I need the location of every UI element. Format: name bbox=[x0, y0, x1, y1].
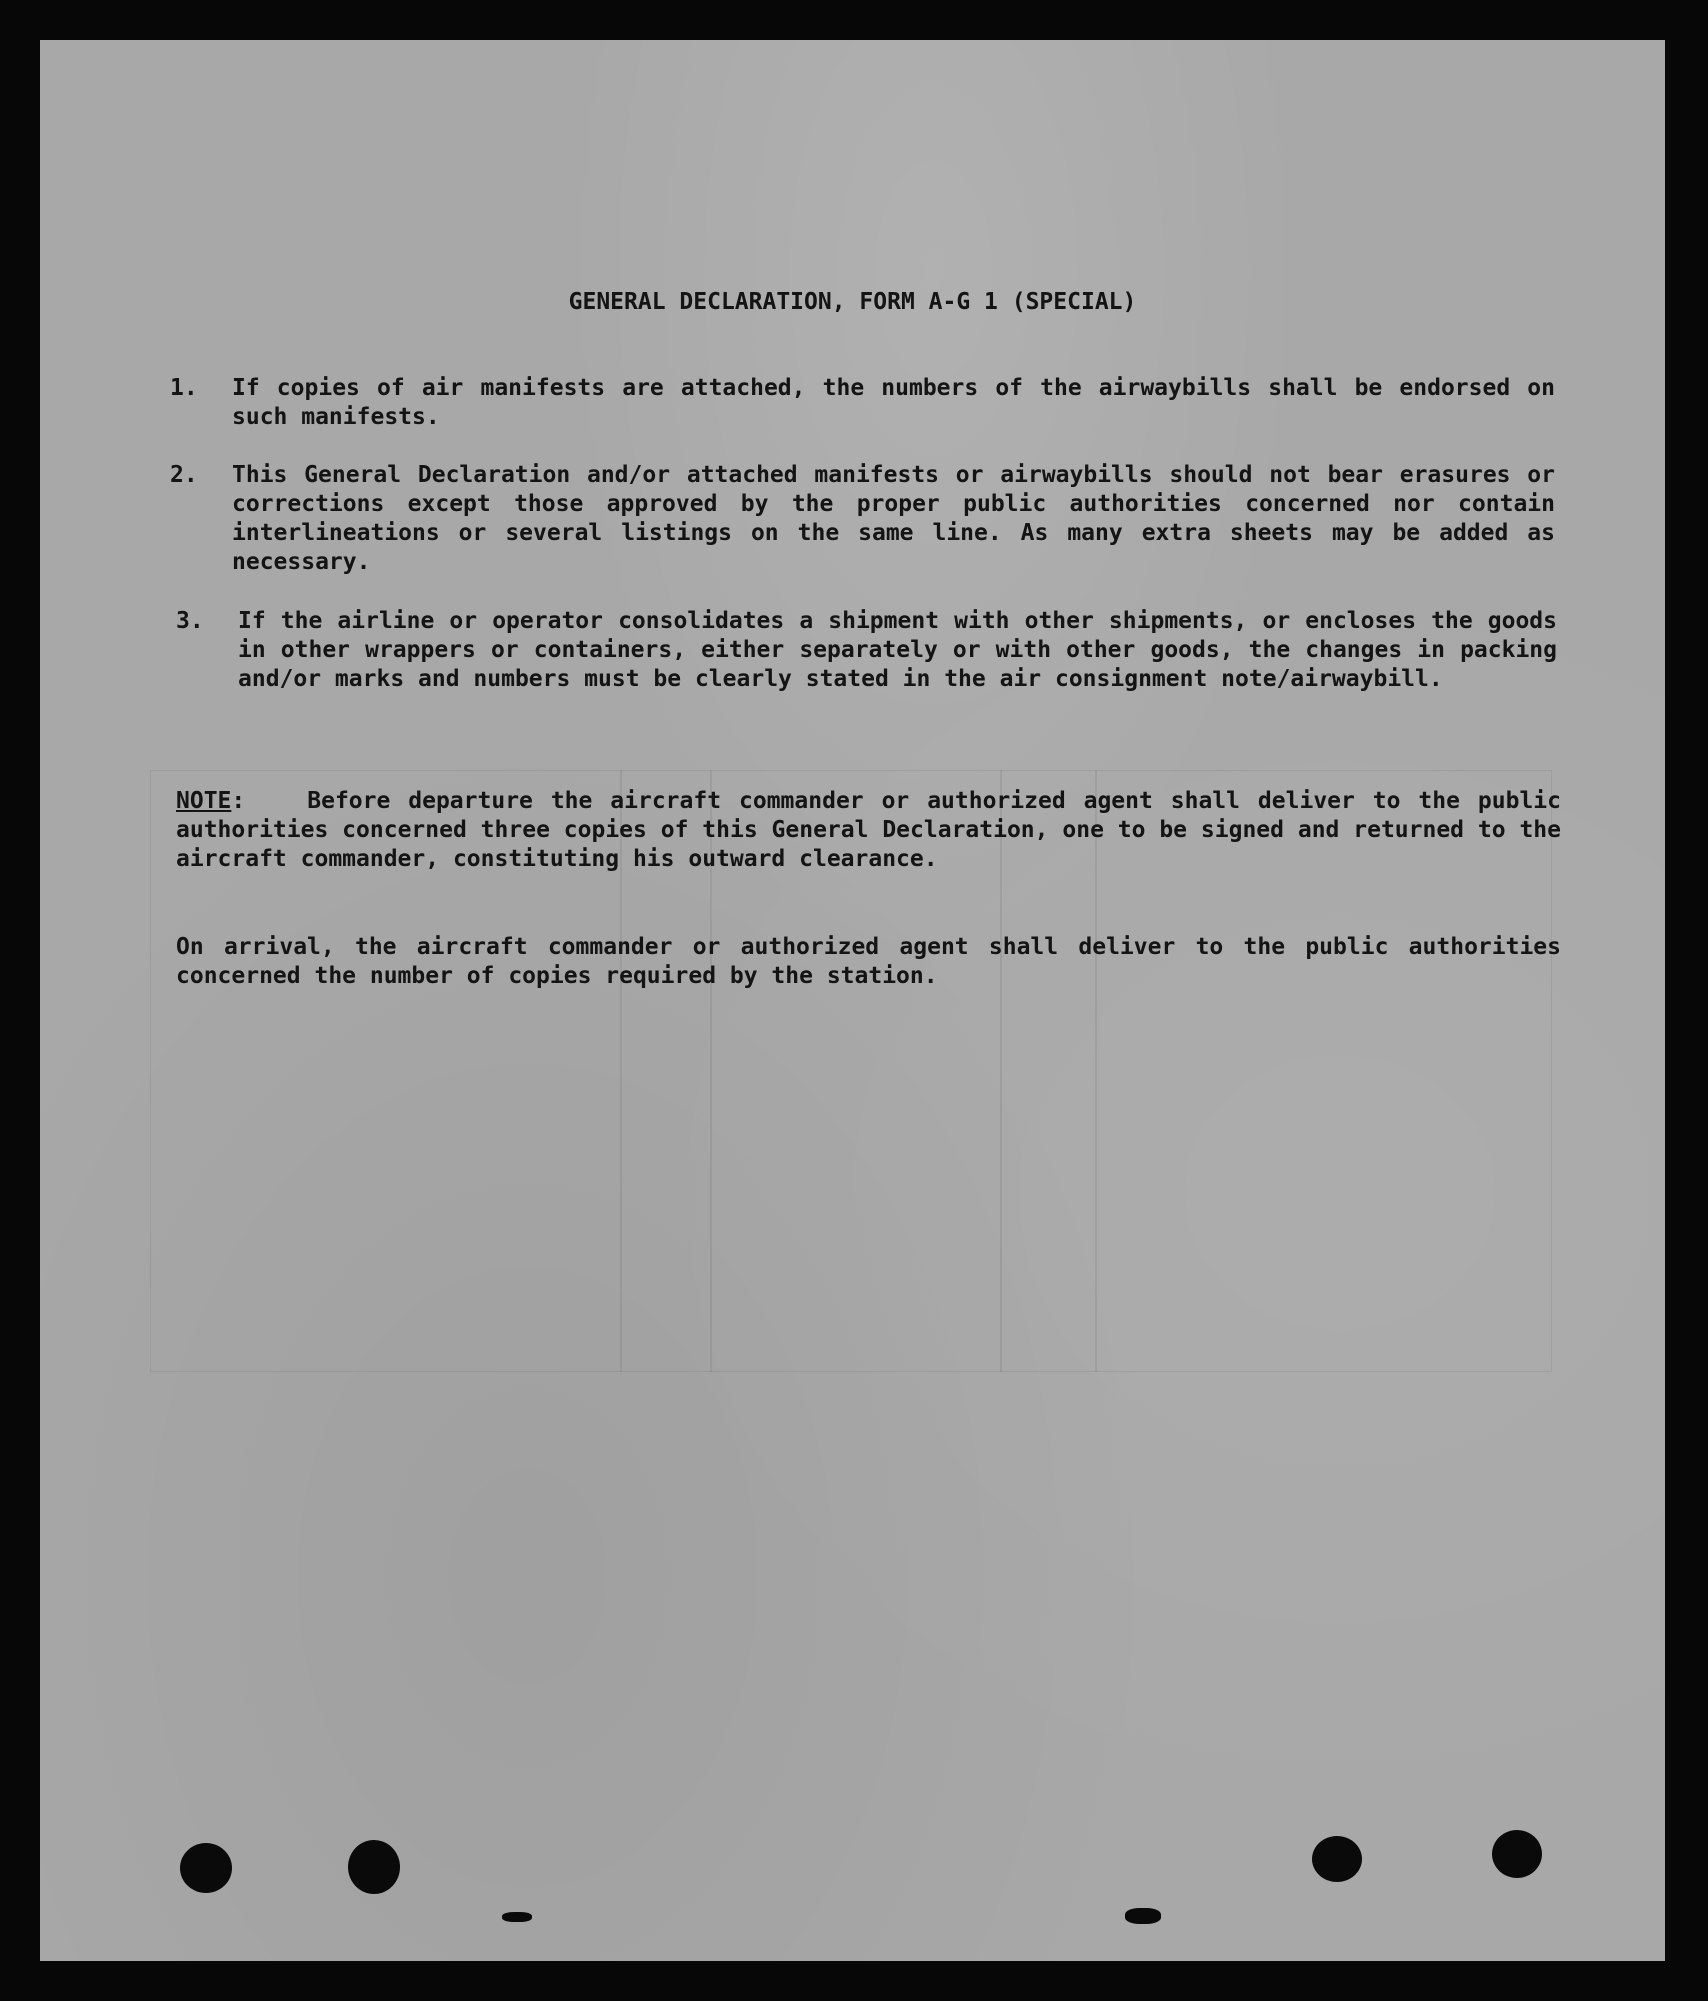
ink-blot bbox=[502, 1912, 532, 1922]
item-number: 3. bbox=[176, 608, 204, 634]
punch-hole bbox=[1312, 1836, 1362, 1882]
item-text: This General Declaration and/or attached manifests or airwaybills should not bear erasures or corrections except those approved by the proper public authorities concerned nor contain interlineations or several listings on the same line. As many extra sheets may be added as necessary. bbox=[232, 462, 1555, 575]
paper-sheet bbox=[40, 40, 1665, 1961]
item-text: If copies of air manifests are attached, the numbers of the airwaybills shall be endorsed on such manifests. bbox=[232, 375, 1555, 430]
punch-hole bbox=[348, 1840, 400, 1894]
item-number: 2. bbox=[170, 462, 198, 488]
note-text: Before departure the aircraft commander or authorized agent shall deliver to the public authorities concerned three copies of this General Declaration, one to be signed and returned to the aircraft commander, constituting his outward clearance. bbox=[176, 788, 1561, 872]
note-paragraph bbox=[176, 787, 1561, 874]
item-number: 1. bbox=[170, 375, 198, 401]
note-colon: : bbox=[231, 788, 246, 814]
item-text: If the airline or operator consolidates a shipment with other shipments, or encloses the goods in other wrappers or containers, either separately or with other goods, the changes in packing and/or marks and numbers must be clearly stated in the air consignment note/airwaybill. bbox=[238, 608, 1557, 692]
punch-hole bbox=[180, 1843, 232, 1893]
punch-hole bbox=[1492, 1830, 1542, 1878]
ink-blot bbox=[1125, 1908, 1161, 1924]
page-title: GENERAL DECLARATION, FORM A-G 1 (SPECIAL) bbox=[568, 289, 1137, 315]
arrival-paragraph: On arrival, the aircraft commander or authorized agent shall deliver to the public authorities concerned the number of copies required by the station. bbox=[176, 934, 1561, 989]
note-label-group bbox=[176, 788, 307, 814]
declaration-text bbox=[40, 40, 1665, 1961]
note-label: NOTE bbox=[176, 788, 232, 814]
